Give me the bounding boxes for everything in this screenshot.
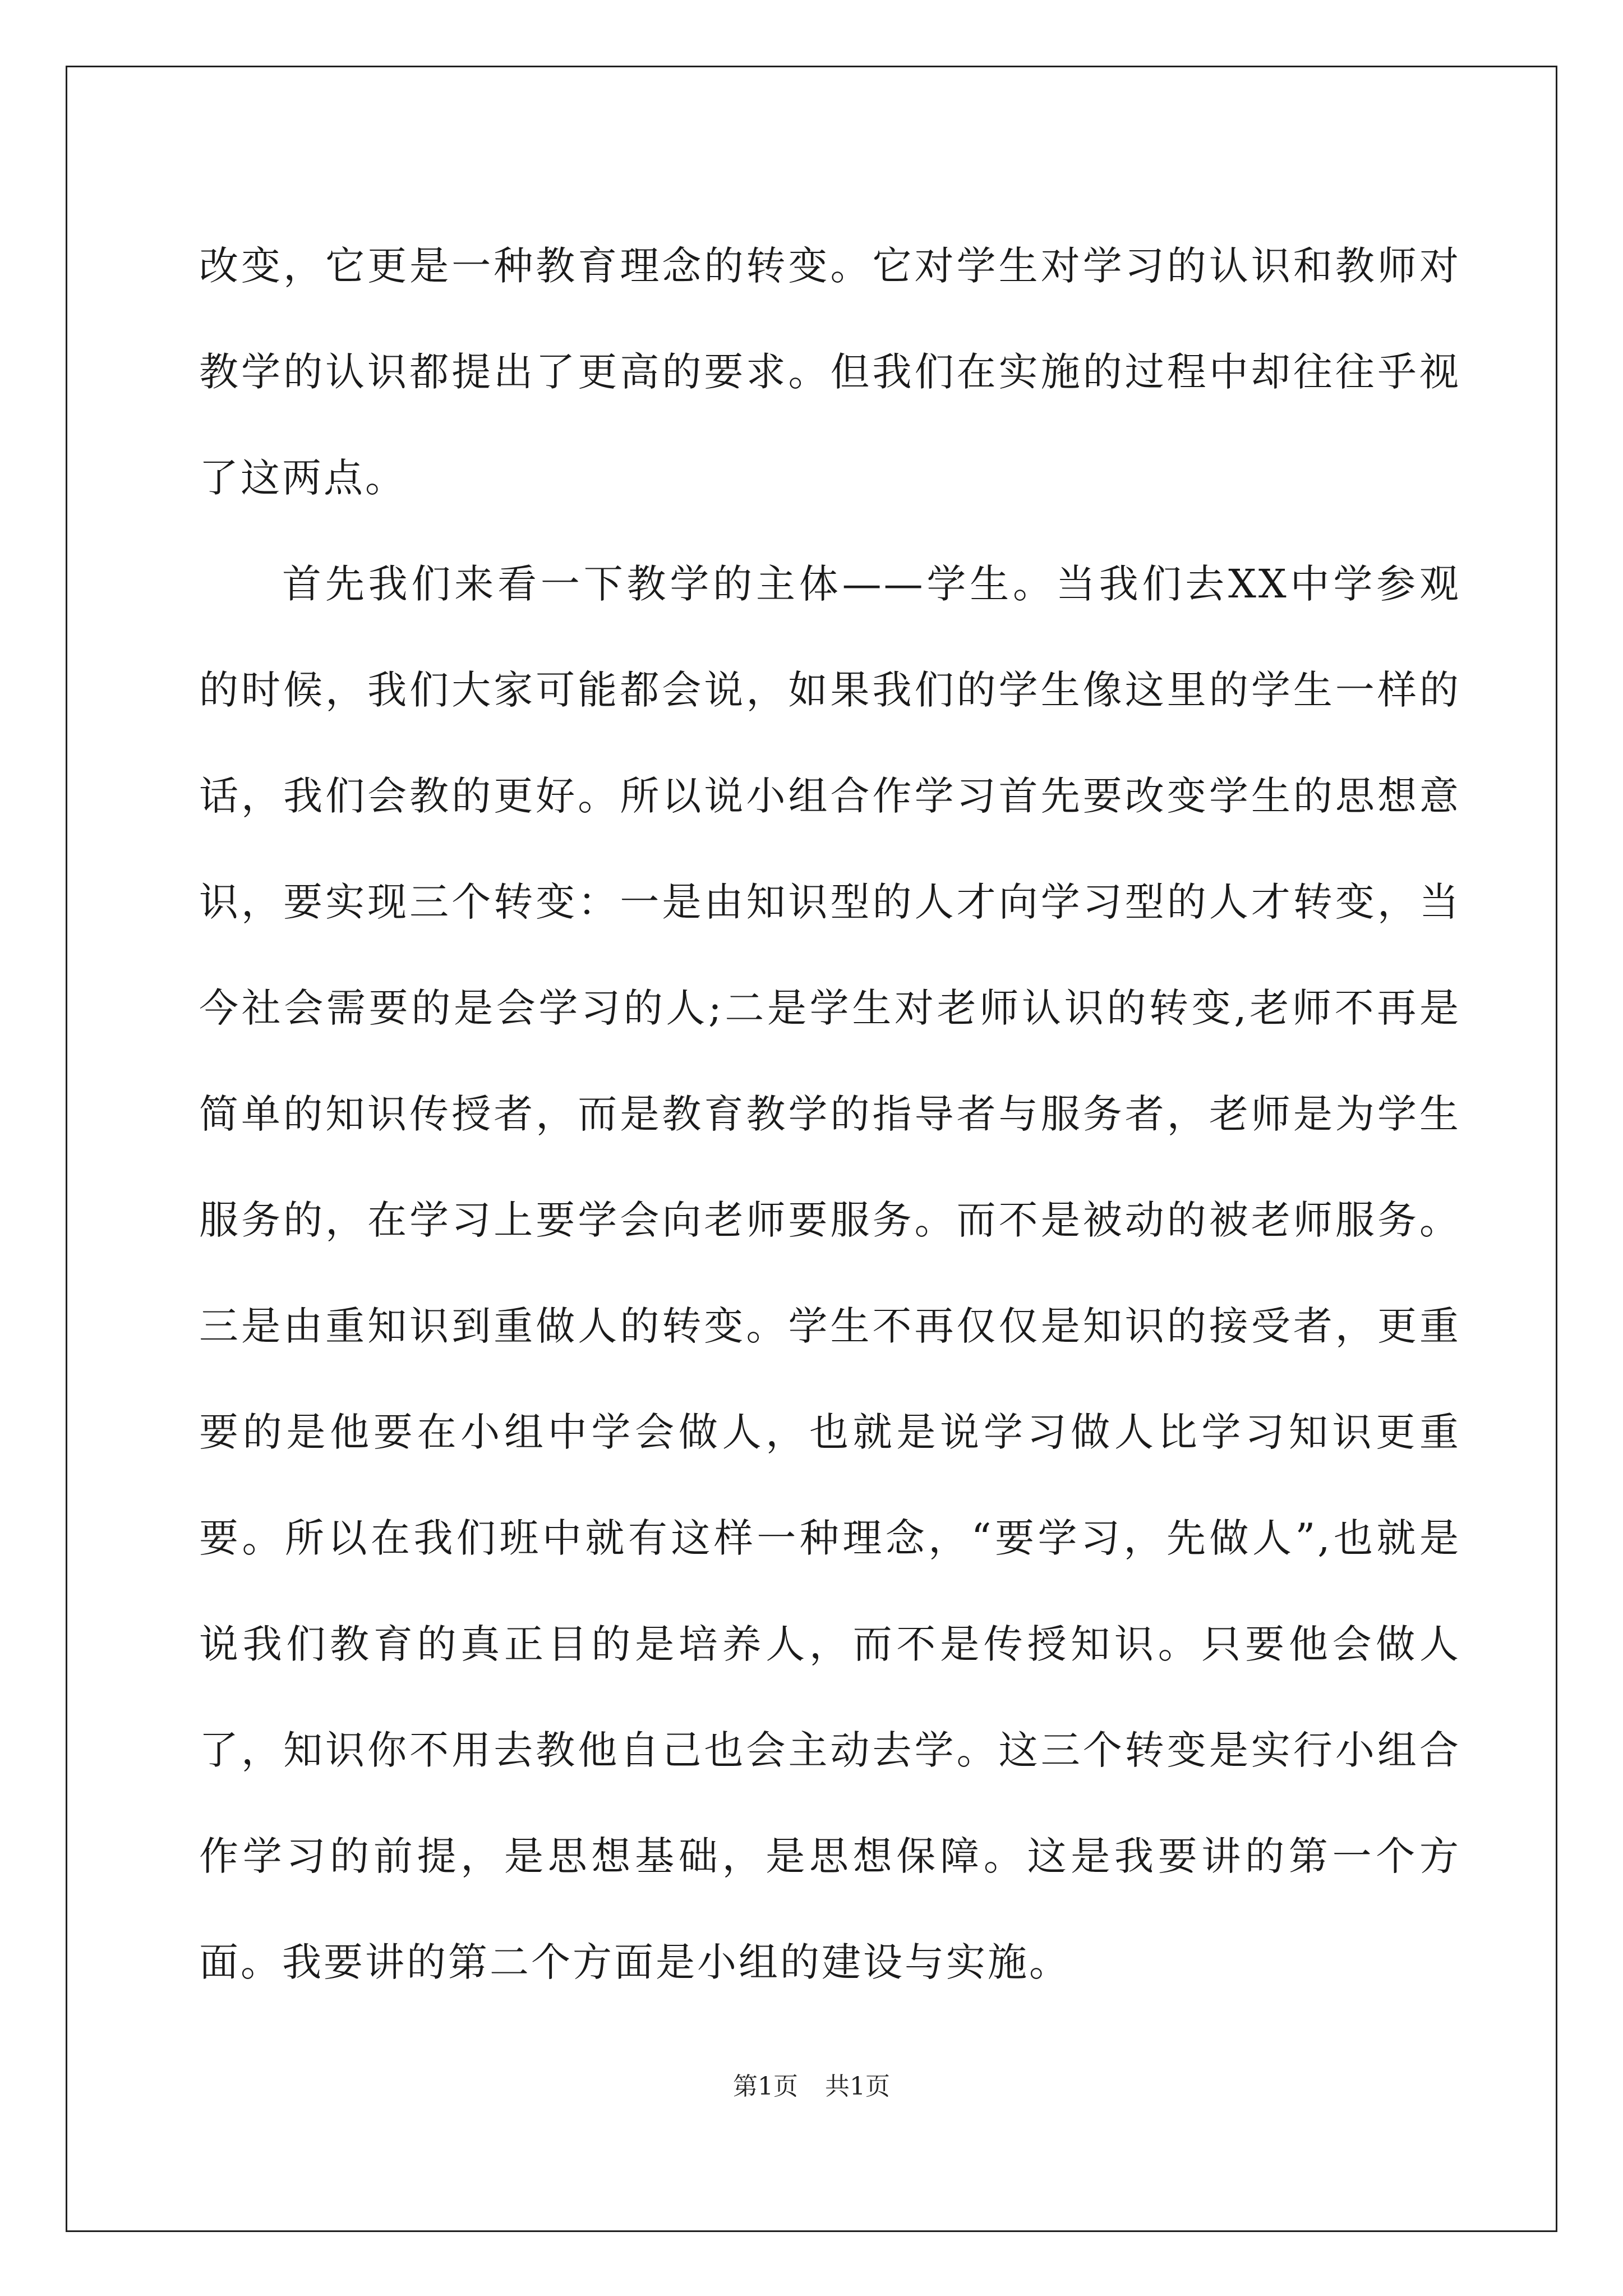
page-number-total: 共1页: [825, 2072, 890, 2101]
paragraph-2: 首先我们来看一下教学的主体——学生。当我们去XX中学参观的时候，我们大家可能都会说，如果我们的学生像这里的学生一样的话，我们会教的更好。所以说小组合作学习首先要改变学生的思想意识，要实现三个转变：一是由知识型的人才向学习型的人才转变，当今社会需要的是会学习的人;二是学生对老师认识的转变,老师不再是简单的知识传授者，而是教育教学的指导者与服务者，老师是为学生服务的，在学习上要学会向老师要服务。而不是被动的被老师服务。三是由重知识到重做人的转变。学生不再仅仅是知识的接受者，更重要的是他要在小组中学会做人，也就是说学习做人比学习知识更重要。所以在我们班中就有这样一种理念，“要学习，先做人”,也就是说我们教育的真正目的是培养人，而不是传授知识。只要他会做人了，知识你不用去教他自己也会主动去学。这三个转变是实行小组合作学习的前提，是思想基础，是思想保障。这是我要讲的第一个方面。我要讲的第二个方面是小组的建设与实施。: [199, 561, 1461, 1985]
paragraph-1: 改变，它更是一种教育理念的转变。它对学生对学习的认识和教师对教学的认识都提出了更高的要求。但我们在实施的过程中却往往乎视了这两点。: [199, 243, 1461, 501]
page-number-current: 第1页: [733, 2072, 798, 2101]
document-body: [199, 213, 1461, 2016]
page-footer: [0, 2070, 1623, 2104]
